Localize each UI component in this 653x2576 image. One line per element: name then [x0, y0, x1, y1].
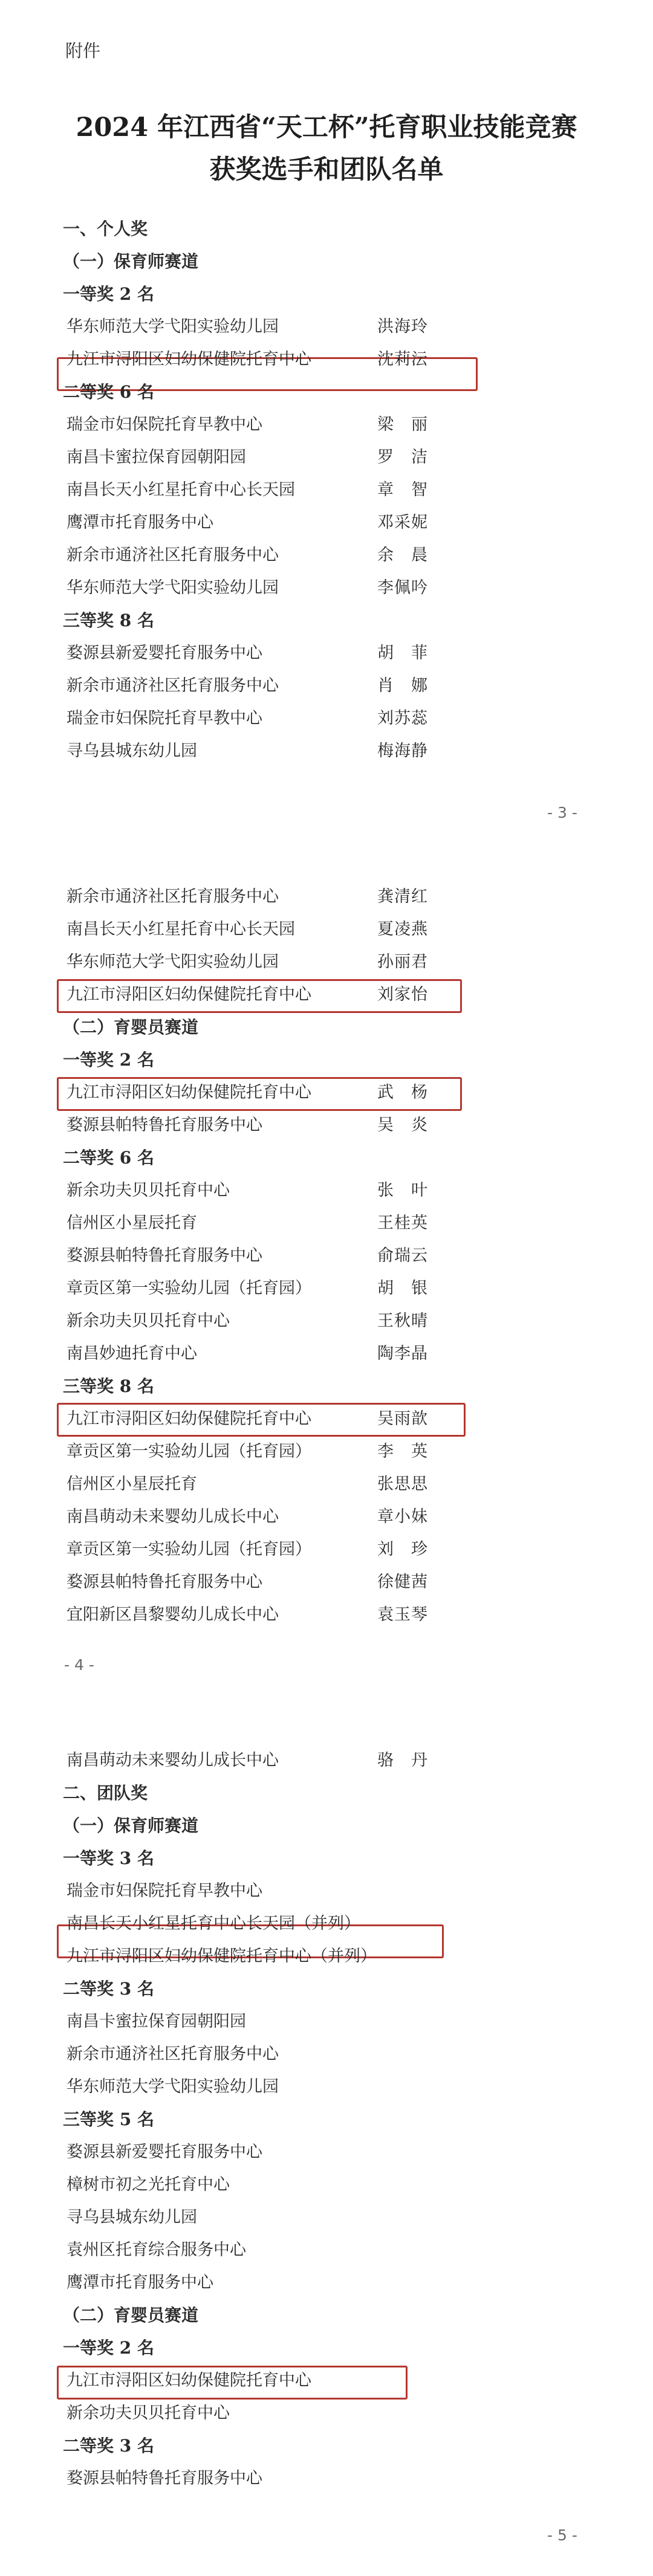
winner-name: 俞瑞云: [377, 1246, 428, 1265]
section-heading: [63, 2299, 486, 2332]
heading-text: （一）保育师赛道: [63, 251, 199, 271]
organization-name: 婺源县帕特鲁托育服务中心: [67, 1246, 262, 1265]
section-heading: [63, 1011, 486, 1044]
organization-name: 九江市浔阳区妇幼保健院托育中心: [67, 350, 311, 369]
award-tier-heading: [63, 1142, 486, 1174]
team-entry: [63, 2267, 486, 2299]
heading-text: 一等奖 2 名: [63, 1050, 154, 1070]
page-number: - 5 -: [547, 2526, 577, 2544]
organization-name: 华东师范大学弋阳实验幼儿园: [67, 317, 279, 336]
organization-name: 九江市浔阳区妇幼保健院托育中心: [67, 1409, 311, 1428]
organization-name: 瑞金市妇保院托育早教中心: [67, 1882, 262, 1900]
award-tier-heading: [63, 1370, 486, 1403]
award-entry: [63, 1501, 486, 1533]
award-entry: [63, 979, 486, 1011]
team-entry: [63, 2136, 486, 2169]
award-entry: [63, 1240, 486, 1272]
heading-text: 三等奖 8 名: [63, 1376, 154, 1396]
organization-name: 南昌萌动未来婴幼儿成长中心: [67, 1751, 279, 1770]
organization-name: 南昌卡蜜拉保育园朝阳园: [67, 2012, 246, 2031]
award-entry: [63, 881, 486, 913]
award-entry: [63, 913, 486, 946]
winner-name: 陶李晶: [377, 1344, 428, 1363]
winner-name: 李 英: [377, 1442, 428, 1461]
organization-name: 南昌长天小红星托育中心长天园: [67, 920, 295, 939]
heading-text: 二等奖 6 名: [63, 1148, 154, 1168]
winner-name: 肖 娜: [377, 676, 428, 695]
team-entry: [63, 2169, 486, 2201]
award-entry: [63, 343, 486, 376]
winner-name: 余 晨: [377, 546, 428, 565]
award-entry: [63, 1207, 486, 1240]
organization-name: 章贡区第一实验幼儿园（托育园）: [67, 1279, 311, 1298]
winner-name: 骆 丹: [377, 1751, 428, 1770]
award-list-page-4: [63, 881, 486, 1631]
winner-name: 章小妹: [377, 1507, 428, 1526]
team-entry: [63, 1908, 486, 1940]
organization-name: 新余市通济社区托育服务中心: [67, 887, 279, 906]
award-entry: [63, 1338, 486, 1370]
award-entry: [63, 539, 486, 572]
award-tier-heading: [63, 604, 486, 637]
organization-name: 婺源县帕特鲁托育服务中心: [67, 1573, 262, 1591]
award-tier-heading: [63, 2430, 486, 2462]
award-list-page-3: [63, 213, 486, 768]
section-heading: [63, 245, 486, 278]
page-number: - 4 -: [64, 1656, 94, 1674]
award-entry: [63, 1744, 486, 1777]
organization-name: 南昌妙迪托育中心: [67, 1344, 197, 1363]
winner-name: 吴 炎: [377, 1116, 428, 1134]
award-entry: [63, 637, 486, 670]
award-entry: [63, 1403, 486, 1435]
award-tier-heading: [63, 278, 486, 311]
award-tier-heading: [63, 1842, 486, 1875]
award-entry: [63, 506, 486, 539]
winner-name: 刘苏蕊: [377, 709, 428, 728]
section-heading: [63, 213, 486, 245]
heading-text: 一等奖 2 名: [63, 2338, 154, 2358]
award-entry: [63, 735, 486, 768]
award-entry: [63, 441, 486, 474]
award-entry: [63, 1076, 486, 1109]
heading-text: 一、个人奖: [63, 219, 148, 239]
winner-name: 洪海玲: [377, 317, 428, 336]
heading-text: 二等奖 6 名: [63, 382, 154, 402]
award-entry: [63, 1566, 486, 1599]
award-list-page-5: [63, 1744, 486, 2495]
organization-name: 婺源县帕特鲁托育服务中心: [67, 1116, 262, 1134]
team-entry: [63, 2397, 486, 2430]
winner-name: 袁玉琴: [377, 1605, 428, 1624]
organization-name: 南昌长天小红星托育中心长天园: [67, 481, 295, 499]
heading-text: （二）育婴员赛道: [63, 1017, 199, 1037]
award-entry: [63, 409, 486, 441]
heading-text: （二）育婴员赛道: [63, 2305, 199, 2325]
winner-name: 梅海静: [377, 742, 428, 760]
award-entry: [63, 572, 486, 604]
team-entry: [63, 2364, 486, 2397]
organization-name: 婺源县新爱婴托育服务中心: [67, 2143, 262, 2161]
organization-name: 南昌卡蜜拉保育园朝阳园: [67, 448, 246, 467]
heading-text: 一等奖 2 名: [63, 284, 154, 304]
award-entry: [63, 1599, 486, 1631]
organization-name: 九江市浔阳区妇幼保健院托育中心（并列）: [67, 1947, 377, 1966]
winner-name: 张 叶: [377, 1181, 428, 1200]
winner-name: 夏凌燕: [377, 920, 428, 939]
heading-text: （一）保育师赛道: [63, 1816, 199, 1836]
document-title: [0, 106, 653, 191]
winner-name: 罗 洁: [377, 448, 428, 467]
award-entry: [63, 1533, 486, 1566]
award-tier-heading: [63, 1044, 486, 1076]
winner-name: 武 杨: [377, 1083, 428, 1102]
team-entry: [63, 2071, 486, 2103]
organization-name: 新余市通济社区托育服务中心: [67, 546, 279, 565]
winner-name: 吴雨歆: [377, 1409, 428, 1428]
winner-name: 胡 银: [377, 1279, 428, 1298]
team-entry: [63, 2234, 486, 2267]
organization-name: 新余功夫贝贝托育中心: [67, 2404, 230, 2422]
organization-name: 寻乌县城东幼儿园: [67, 2208, 197, 2227]
winner-name: 徐健茜: [377, 1573, 428, 1591]
title-line-1: 2024 年江西省“天工杯”托育职业技能竞赛: [76, 112, 577, 143]
attachment-label: 附件: [65, 40, 101, 61]
winner-name: 王桂英: [377, 1214, 428, 1232]
award-entry: [63, 311, 486, 343]
organization-name: 南昌长天小红星托育中心长天园（并列）: [67, 1914, 360, 1933]
team-entry: [63, 2005, 486, 2038]
heading-text: 二等奖 3 名: [63, 1979, 154, 1999]
award-entry: [63, 1272, 486, 1305]
award-entry: [63, 946, 486, 979]
award-entry: [63, 702, 486, 735]
winner-name: 沈莉沄: [377, 350, 428, 369]
team-entry: [63, 2462, 486, 2495]
award-tier-heading: [63, 2332, 486, 2364]
heading-text: 三等奖 5 名: [63, 2109, 154, 2129]
award-entry: [63, 1305, 486, 1338]
organization-name: 瑞金市妇保院托育早教中心: [67, 709, 262, 728]
organization-name: 华东师范大学弋阳实验幼儿园: [67, 953, 279, 971]
organization-name: 瑞金市妇保院托育早教中心: [67, 415, 262, 434]
winner-name: 孙丽君: [377, 953, 428, 971]
award-entry: [63, 474, 486, 506]
organization-name: 信州区小星辰托育: [67, 1214, 197, 1232]
heading-text: 二等奖 3 名: [63, 2436, 154, 2456]
organization-name: 九江市浔阳区妇幼保健院托育中心: [67, 1083, 311, 1102]
page-number: - 3 -: [547, 804, 577, 821]
award-entry: [63, 1468, 486, 1501]
winner-name: 李佩吟: [377, 578, 428, 597]
heading-text: 一等奖 3 名: [63, 1848, 154, 1868]
organization-name: 新余功夫贝贝托育中心: [67, 1181, 230, 1200]
team-entry: [63, 2201, 486, 2234]
team-entry: [63, 1875, 486, 1908]
title-line-2: 获奖选手和团队名单: [209, 155, 444, 185]
organization-name: 寻乌县城东幼儿园: [67, 742, 197, 760]
winner-name: 刘 珍: [377, 1540, 428, 1559]
team-entry: [63, 2038, 486, 2071]
award-tier-heading: [63, 376, 486, 409]
organization-name: 宜阳新区昌黎婴幼儿成长中心: [67, 1605, 279, 1624]
organization-name: 鹰潭市托育服务中心: [67, 513, 213, 532]
winner-name: 邓采妮: [377, 513, 428, 532]
heading-text: 三等奖 8 名: [63, 610, 154, 630]
winner-name: 龚清红: [377, 887, 428, 906]
organization-name: 九江市浔阳区妇幼保健院托育中心: [67, 2371, 311, 2390]
organization-name: 婺源县帕特鲁托育服务中心: [67, 2469, 262, 2488]
organization-name: 新余市通济社区托育服务中心: [67, 2045, 279, 2063]
organization-name: 华东师范大学弋阳实验幼儿园: [67, 578, 279, 597]
winner-name: 刘家怡: [377, 985, 428, 1004]
organization-name: 华东师范大学弋阳实验幼儿园: [67, 2077, 279, 2096]
heading-text: 二、团队奖: [63, 1783, 148, 1803]
organization-name: 九江市浔阳区妇幼保健院托育中心: [67, 985, 311, 1004]
winner-name: 王秋晴: [377, 1312, 428, 1330]
organization-name: 章贡区第一实验幼儿园（托育园）: [67, 1442, 311, 1461]
organization-name: 袁州区托育综合服务中心: [67, 2241, 246, 2259]
organization-name: 鹰潭市托育服务中心: [67, 2273, 213, 2292]
award-entry: [63, 1109, 486, 1142]
section-heading: [63, 1810, 486, 1842]
award-tier-heading: [63, 1973, 486, 2005]
organization-name: 信州区小星辰托育: [67, 1475, 197, 1493]
section-heading: [63, 1777, 486, 1810]
award-tier-heading: [63, 2103, 486, 2136]
team-entry: [63, 1940, 486, 1973]
award-entry: [63, 1435, 486, 1468]
organization-name: 樟树市初之光托育中心: [67, 2175, 230, 2194]
organization-name: 新余功夫贝贝托育中心: [67, 1312, 230, 1330]
organization-name: 章贡区第一实验幼儿园（托育园）: [67, 1540, 311, 1559]
winner-name: 章 智: [377, 481, 428, 499]
organization-name: 南昌萌动未来婴幼儿成长中心: [67, 1507, 279, 1526]
winner-name: 梁 丽: [377, 415, 428, 434]
award-entry: [63, 1174, 486, 1207]
winner-name: 张思思: [377, 1475, 428, 1493]
organization-name: 婺源县新爱婴托育服务中心: [67, 644, 262, 662]
organization-name: 新余市通济社区托育服务中心: [67, 676, 279, 695]
award-entry: [63, 670, 486, 702]
winner-name: 胡 菲: [377, 644, 428, 662]
